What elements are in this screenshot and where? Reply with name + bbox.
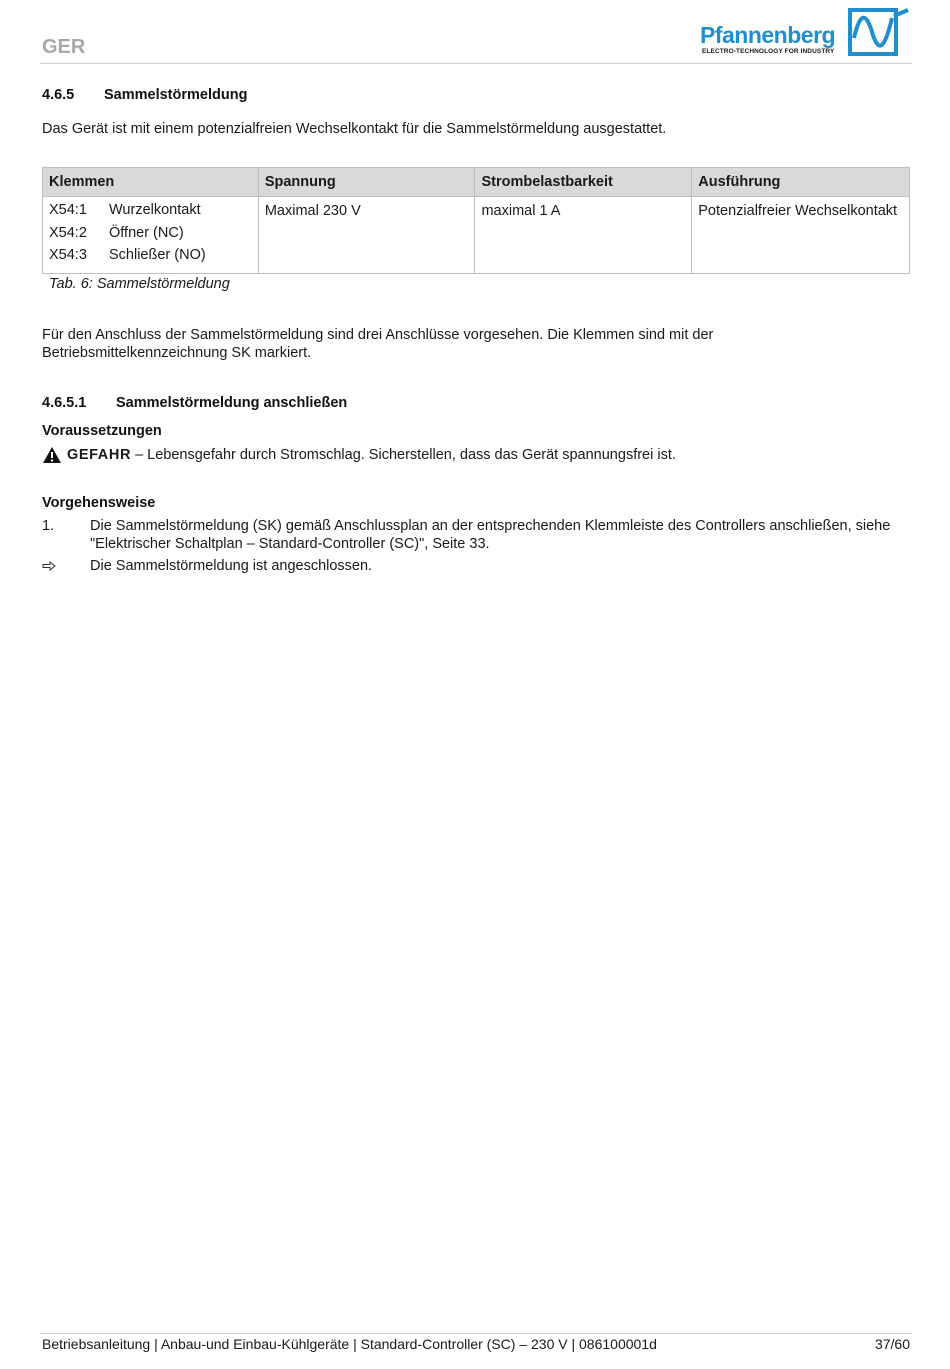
prerequisites-heading: Voraussetzungen [42,423,162,439]
footer-text: Betriebsanleitung | Anbau-und Einbau-Kühlgeräte | Standard-Controller (SC) – 230 V | 086100001d [42,1336,657,1352]
logo-wordmark: Pfannenberg [700,22,836,48]
procedure-heading: Vorgehensweise [42,495,156,511]
table-header-cell: Strombelastbarkeit [475,168,692,197]
terminal-name: Öffner (NC) [109,224,184,241]
danger-signal-word: GEFAHR [67,447,132,463]
connection-text: Für den Anschluss der Sammelstörmeldung sind drei Anschlüsse vorgesehen. Die Klemmen sind mit der Betriebsmittelkennzeichnung SK markiert. [42,327,714,361]
page-number: 37/60 [874,1336,910,1352]
terminal-code: X54:2 [49,224,87,241]
table-header-cell: Ausführung [692,168,910,197]
result-marker [42,558,90,575]
table-row [43,197,910,274]
procedure-step [42,517,910,553]
step-text: Die Sammelstörmeldung (SK) gemäß Anschlussplan an der entsprechenden Klemmleiste des Controllers anschließen, siehe "Elektrischer Schaltplan – Standard-Controller (SC)", Seite 33. [90,518,891,552]
warning-triangle-icon [42,446,62,464]
arrow-right-icon [42,561,56,571]
section-title: Sammelstörmeldung [104,87,248,103]
table-header-cell: Klemmen [43,168,259,197]
table-caption: Tab. 6: Sammelstörmeldung [49,276,230,292]
subsection-title: Sammelstörmeldung anschließen [116,395,348,411]
step-number: 1. [42,518,55,534]
procedure-result [42,558,910,575]
terminal-code: X54:3 [49,247,87,263]
section-number: 4.6.5 [42,87,75,103]
danger-notice [42,446,676,464]
section-heading [42,87,247,103]
result-text: Die Sammelstörmeldung ist angeschlossen. [90,558,373,574]
footer-divider [40,1333,912,1334]
terminal-name: Schließer (NO) [109,247,206,263]
danger-text: – Lebensgefahr durch Stromschlag. Sicherstellen, dass das Gerät spannungsfrei ist. [135,447,676,463]
terminal-table [42,167,910,274]
subsection-heading [42,395,347,411]
logo-wave-icon [848,8,910,56]
current-cell: maximal 1 A [475,197,692,274]
terminal-entry [49,244,252,267]
section-intro: Das Gerät ist mit einem potenzialfreien Wechselkontakt für die Sammelstörmeldung ausgestattet. [42,121,667,137]
terminal-name: Wurzelkontakt [109,202,201,218]
subsection-number: 4.6.5.1 [42,395,87,411]
terminals-cell [43,197,259,274]
logo-tagline: ELECTRO-TECHNOLOGY FOR INDUSTRY [702,48,835,55]
header-divider [40,63,912,64]
table-header-row [43,168,910,197]
company-logo [700,8,912,60]
terminal-entry [49,199,252,222]
voltage-cell: Maximal 230 V [258,197,475,274]
terminal-entry [49,222,252,245]
terminal-code: X54:1 [49,202,87,218]
language-label: GER [42,36,86,58]
design-cell: Potenzialfreier Wechselkontakt [692,197,910,274]
table-header-cell: Spannung [258,168,475,197]
